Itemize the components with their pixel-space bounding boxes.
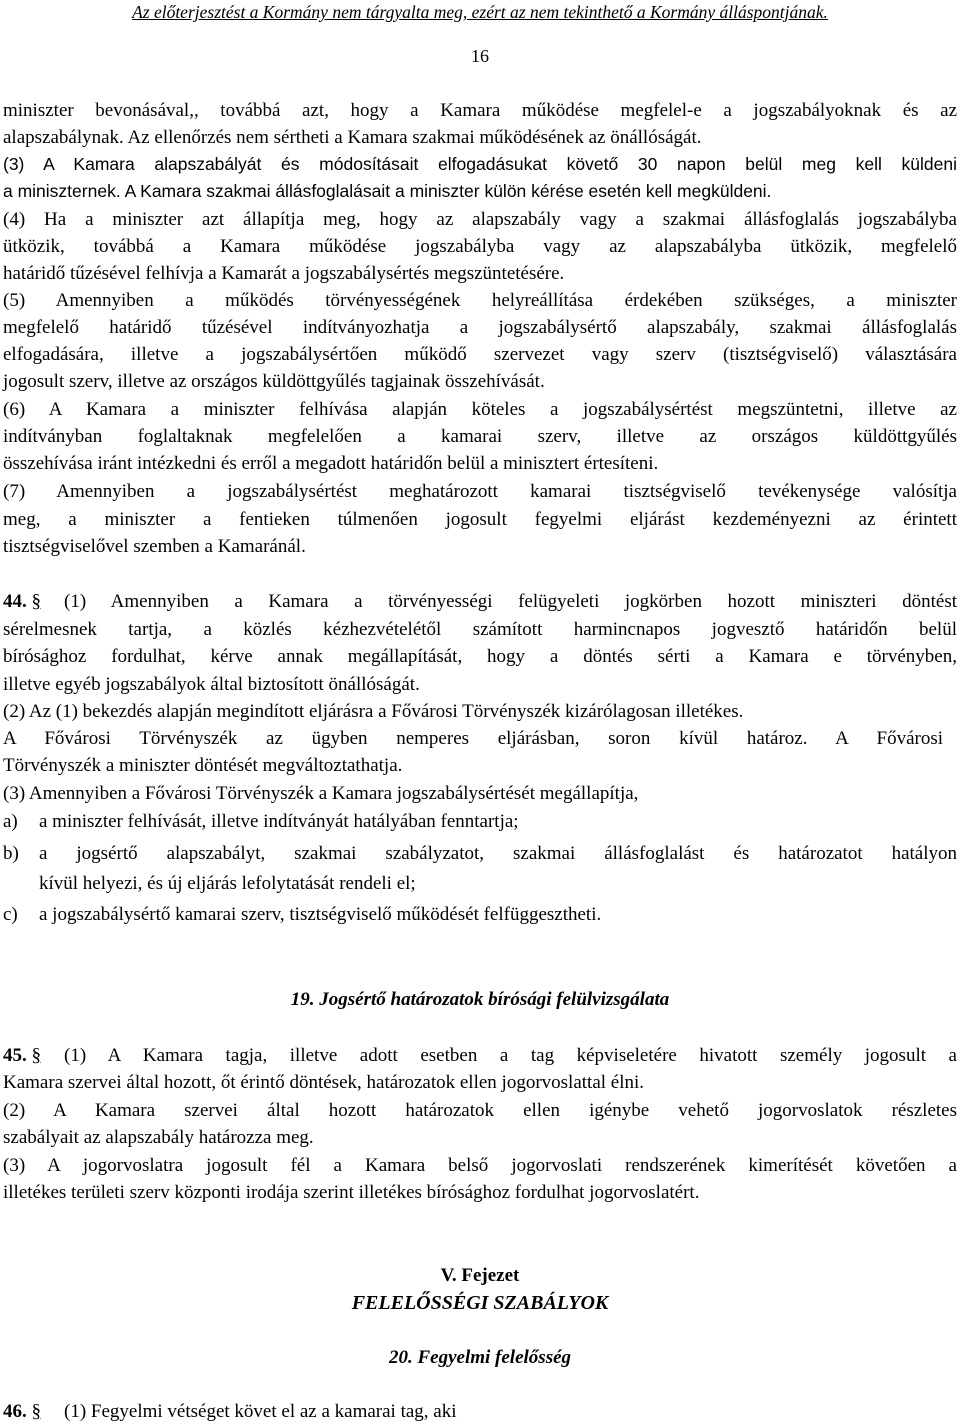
section-number: 45.: [3, 1045, 27, 1066]
text-line: határidő tűzésével felhívja a Kamarát a jogszabálysértés megszüntetésére.: [3, 263, 565, 284]
chapter-title: FELELŐSSÉGI SZABÁLYOK: [351, 1292, 609, 1314]
page-number: 16: [471, 46, 489, 66]
text-line: (6) A Kamara a miniszter felhívása alapján köteles a jogszabálysértést megszüntetni, illetve az: [3, 399, 957, 420]
text-line: illetékes területi szerv központi irodája szerint illetékes bírósághoz fordulhat jogorvoslatért.: [3, 1182, 700, 1203]
text-line: elfogadására, illetve a jogszabálysértően működő szervezet vagy szerv (tisztségviselő) választására: [3, 344, 957, 365]
text-line: a miniszter felhívását, illetve indítványát hatályában fenntartja;: [39, 811, 519, 832]
text-line: (2) Az (1) bekezdés alapján megindított eljárásra a Fővárosi Törvényszék kizárólagosan illetékes.: [3, 701, 744, 722]
section-sign: §: [31, 591, 41, 612]
text-line: a jogsértő alapszabályt, szakmai szabályzatot, szakmai állásfoglalást és határozatot hatályon: [39, 843, 957, 864]
section-sign: §: [31, 1045, 41, 1066]
list-label: b): [3, 843, 19, 864]
text-line: A Fővárosi Törvényszék az ügyben nemperes eljárásban, soron kívül határoz. A Fővárosi: [3, 728, 943, 749]
text-line: bírósághoz fordulhat, kérve annak megállapítását, hogy a döntés sérti a Kamara e törvényben,: [3, 646, 957, 667]
text-line: kívül helyezi, és új eljárás lefolytatását rendeli el;: [39, 873, 416, 894]
text-line: Törvényszék a miniszter döntését megváltoztathatja.: [3, 755, 403, 776]
text-line: tisztségviselővel szemben a Kamaránál.: [3, 536, 306, 557]
draft-notice-header: Az előterjesztést a Kormány nem tárgyalta meg, ezért az nem tekinthető a Kormány álláspontjának.: [132, 2, 828, 22]
section-44-marker: [3, 588, 41, 615]
text-line: a jogszabálysértő kamarai szerv, tisztségviselő működését felfüggesztheti.: [39, 904, 602, 925]
list-label: a): [3, 811, 18, 832]
text-line: összehívása iránt intézkedni és erről a megadott határidőn belül a minisztert értesíteni.: [3, 453, 659, 474]
section-sign: §: [31, 1401, 41, 1422]
text-line: Kamara szervei által hozott, őt érintő döntések, határozatok ellen jogorvoslattal élni.: [3, 1072, 645, 1093]
text-line: a miniszternek. A Kamara szakmai állásfoglalásait a miniszter külön kérése esetén kell megküldeni.: [3, 181, 772, 201]
text-line: szabályait az alapszabály határozza meg.: [3, 1127, 314, 1148]
text-line: (1) Amennyiben a Kamara a törvényességi felügyeleti jogkörben hozott miniszteri döntést: [64, 591, 957, 612]
text-line: (3) A jogorvoslatra jogosult fél a Kamara belső jogorvoslati rendszerének kimerítését követően a: [3, 1155, 957, 1176]
text-line: megfelelő határidő tűzésével indítványozhatja a jogszabálysértő alapszabály, szakmai állásfoglalás: [3, 317, 957, 338]
text-line: illetve egyéb jogszabályok által biztosított önállóságát.: [3, 674, 420, 695]
text-line: (2) A Kamara szervei által hozott határozatok ellen igénybe vehető jogorvoslatok részletes: [3, 1100, 957, 1121]
text-line: (3) Amennyiben a Fővárosi Törvényszék a Kamara jogszabálysértését megállapítja,: [3, 783, 639, 804]
section-number: 46.: [3, 1401, 27, 1422]
text-line: alapszabálynak. Az ellenőrzés nem sértheti a Kamara szakmai működésének az önállóságát.: [3, 127, 702, 148]
text-line: jogosult szerv, illetve az országos küldöttgyűlés tagjainak összehívását.: [3, 371, 545, 392]
text-line: meg, a miniszter a fentieken túlmenően jogosult fegyelmi eljárást kezdeményezni az érintett: [3, 509, 957, 530]
text-line: indítványban foglaltaknak megfelelően a kamarai szerv, illetve az országos küldöttgyűlés: [3, 426, 957, 447]
text-line: (4) Ha a miniszter azt állapítja meg, hogy az alapszabály vagy a szakmai állásfoglalás jogszabályba: [3, 209, 957, 230]
section-number: 44.: [3, 591, 27, 612]
text-line: (3) A Kamara alapszabályát és módosításait elfogadásukat követő 30 napon belül meg kell küldeni: [3, 154, 957, 174]
text-line: (7) Amennyiben a jogszabálysértést meghatározott kamarai tisztségviselő tevékenysége valósítja: [3, 481, 957, 502]
chapter-number: V. Fejezet: [440, 1265, 520, 1286]
text-line: (5) Amennyiben a működés törvényességének helyreállítása érdekében szükséges, a miniszter: [3, 290, 957, 311]
text-line: (1) Fegyelmi vétséget követ el az a kamarai tag, aki: [64, 1401, 457, 1422]
section-45-marker: [3, 1042, 41, 1069]
text-line: ütközik, továbbá a Kamara működése jogszabályba vagy az alapszabályba ütközik, megfelelő: [3, 236, 957, 257]
text-line: miniszter bevonásával,, továbbá azt, hogy a Kamara működése megfelel-e a jogszabályoknak és az: [3, 100, 957, 121]
list-label: c): [3, 904, 18, 925]
subheading-20: 20. Fegyelmi felelősség: [388, 1347, 572, 1368]
subheading-19: 19. Jogsértő határozatok bírósági felülvizsgálata: [290, 989, 670, 1010]
section-46-marker: [3, 1398, 41, 1425]
text-line: sérelmesnek tartja, a közlés kézhezvételétől számított harmincnapos jogvesztő határidőn belül: [3, 619, 957, 640]
text-line: (1) A Kamara tagja, illetve adott esetben a tag képviseletére hivatott személy jogosult a: [64, 1045, 957, 1066]
